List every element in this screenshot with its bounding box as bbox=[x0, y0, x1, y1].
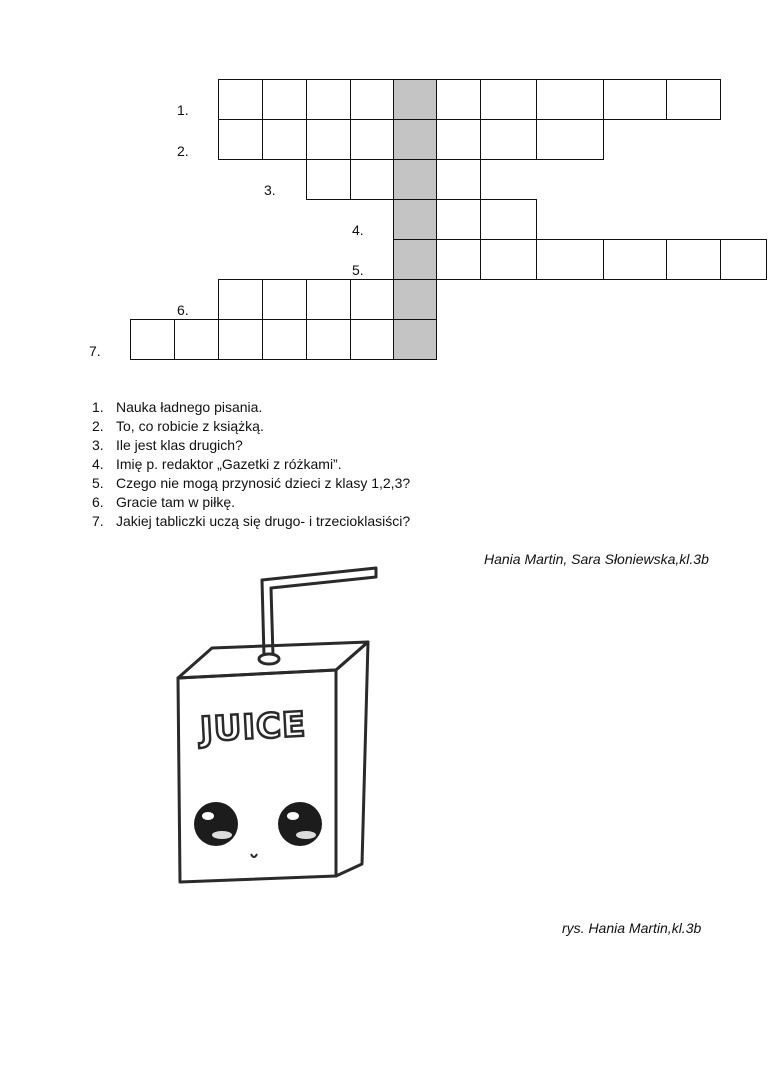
left-eye bbox=[194, 802, 238, 846]
crossword-cell[interactable] bbox=[603, 79, 667, 120]
crossword-cell[interactable] bbox=[218, 79, 263, 120]
crossword-cell[interactable] bbox=[350, 279, 394, 320]
clue-number: 3. bbox=[92, 437, 104, 453]
crossword-cell[interactable] bbox=[130, 319, 175, 360]
clue-text: Gracie tam w piłkę. bbox=[116, 494, 236, 510]
crossword-cell[interactable] bbox=[262, 319, 307, 360]
crossword-cell[interactable] bbox=[666, 239, 721, 280]
clue-number: 6. bbox=[92, 494, 104, 510]
crossword-cell[interactable] bbox=[350, 79, 394, 120]
clue-number: 2. bbox=[92, 418, 104, 434]
crossword-cell[interactable] bbox=[436, 199, 481, 240]
row-number: 2. bbox=[177, 143, 189, 159]
clue-number: 5. bbox=[92, 475, 104, 491]
crossword-cell[interactable] bbox=[536, 79, 604, 120]
crossword-cell[interactable] bbox=[536, 119, 604, 160]
crossword-cell[interactable] bbox=[262, 79, 307, 120]
illustration-credit: rys. Hania Martin,kl.3b bbox=[562, 920, 702, 936]
clue-text: Czego nie mogą przynosić dzieci z klasy 1,2,3? bbox=[116, 475, 411, 491]
clue-number: 4. bbox=[92, 456, 104, 472]
crossword-cell[interactable] bbox=[350, 159, 394, 200]
crossword-cell[interactable] bbox=[436, 159, 481, 200]
crossword-cell[interactable] bbox=[306, 279, 351, 320]
crossword-cell[interactable] bbox=[218, 119, 263, 160]
crossword-cell[interactable] bbox=[480, 239, 537, 280]
row-number: 5. bbox=[352, 262, 364, 278]
crossword-cell[interactable] bbox=[480, 199, 537, 240]
juice-box-icon bbox=[150, 560, 390, 890]
row-number: 1. bbox=[177, 102, 189, 118]
crossword-grid bbox=[0, 0, 768, 370]
crossword-key-cell[interactable] bbox=[393, 79, 437, 120]
crossword-cell[interactable] bbox=[436, 119, 481, 160]
crossword-cell[interactable] bbox=[218, 319, 263, 360]
clue-text: Jakiej tabliczki uczą się drugo- i trzecioklasiści? bbox=[116, 513, 411, 529]
crossword-cell[interactable] bbox=[536, 239, 604, 280]
clue-item bbox=[92, 436, 410, 455]
crossword-cell[interactable] bbox=[480, 79, 537, 120]
row-number: 6. bbox=[177, 302, 189, 318]
crossword-cell[interactable] bbox=[350, 119, 394, 160]
crossword-key-cell[interactable] bbox=[393, 159, 437, 200]
crossword-key-cell[interactable] bbox=[393, 119, 437, 160]
crossword-cell[interactable] bbox=[262, 119, 307, 160]
crossword-cell[interactable] bbox=[306, 79, 351, 120]
crossword-cell[interactable] bbox=[603, 239, 667, 280]
clue-item bbox=[92, 493, 410, 512]
crossword-cell[interactable] bbox=[720, 239, 767, 280]
juice-label: JUICE bbox=[199, 704, 308, 751]
crossword-cell[interactable] bbox=[436, 239, 481, 280]
clue-text: Nauka ładnego pisania. bbox=[116, 399, 263, 415]
crossword-cell[interactable] bbox=[480, 119, 537, 160]
clue-text: To, co robicie z książką. bbox=[116, 418, 264, 434]
crossword-cell[interactable] bbox=[306, 319, 351, 360]
right-eye bbox=[278, 802, 322, 846]
crossword-cell[interactable] bbox=[174, 319, 219, 360]
clue-number: 1. bbox=[92, 399, 104, 415]
row-number: 7. bbox=[89, 343, 101, 359]
crossword-cell[interactable] bbox=[436, 79, 481, 120]
clue-item bbox=[92, 512, 410, 531]
authors-credit: Hania Martin, Sara Słoniewska,kl.3b bbox=[484, 551, 709, 567]
clue-number: 7. bbox=[92, 513, 104, 529]
crossword-cell[interactable] bbox=[666, 79, 721, 120]
clue-item bbox=[92, 398, 410, 417]
clue-text: Ile jest klas drugich? bbox=[116, 437, 243, 453]
row-number: 3. bbox=[264, 182, 276, 198]
crossword-cell[interactable] bbox=[218, 279, 263, 320]
crossword-key-cell[interactable] bbox=[393, 319, 437, 360]
row-number: 4. bbox=[352, 222, 364, 238]
crossword-key-cell[interactable] bbox=[393, 239, 437, 280]
crossword-key-cell[interactable] bbox=[393, 199, 437, 240]
crossword-cell[interactable] bbox=[350, 319, 394, 360]
mouth bbox=[251, 854, 257, 857]
clue-text: Imię p. redaktor „Gazetki z różkami”. bbox=[116, 456, 342, 472]
crossword-key-cell[interactable] bbox=[393, 279, 437, 320]
clue-item bbox=[92, 417, 410, 436]
clue-item bbox=[92, 455, 410, 474]
crossword-cell[interactable] bbox=[306, 159, 351, 200]
crossword-cell[interactable] bbox=[262, 279, 307, 320]
clue-item bbox=[92, 474, 410, 493]
clue-list bbox=[92, 398, 410, 531]
crossword-cell[interactable] bbox=[306, 119, 351, 160]
